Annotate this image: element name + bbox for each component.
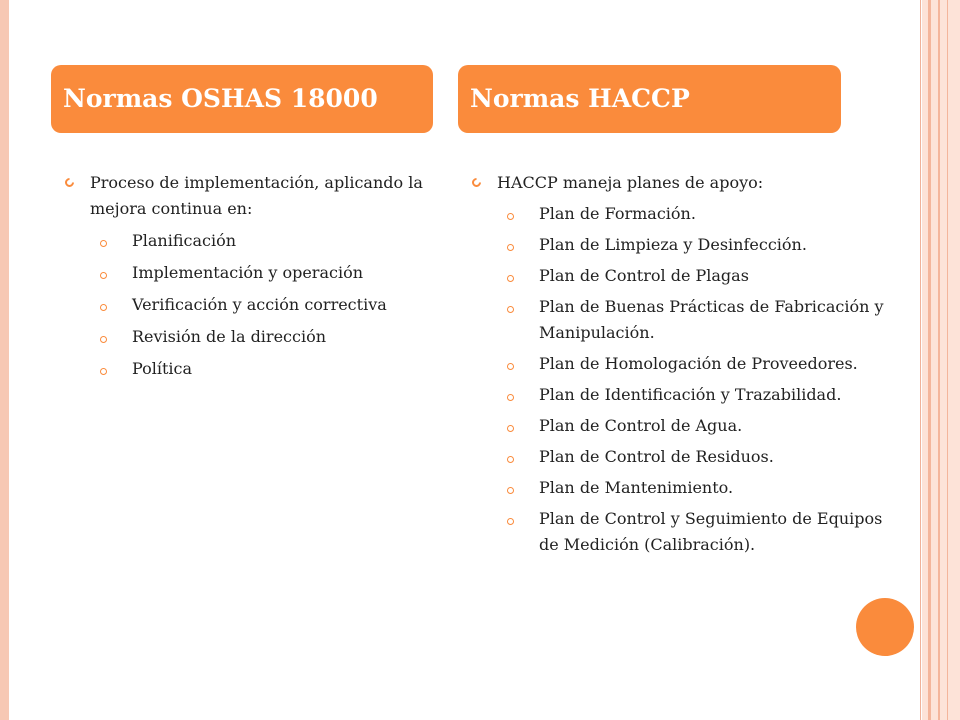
haccp-sublist-item xyxy=(497,232,897,258)
header-oshas: Normas OSHAS 18000 xyxy=(51,65,433,133)
haccp-sublist-item xyxy=(497,201,897,227)
haccp-sublist-item-text: Plan de Buenas Prácticas de Fabricación y Manipulación. xyxy=(539,297,884,342)
haccp-sublist-item-text: Plan de Control de Residuos. xyxy=(539,447,774,466)
frame-stripe xyxy=(928,0,931,720)
haccp-sublist-item xyxy=(497,294,897,346)
haccp-sublist-item-text: Plan de Control de Agua. xyxy=(539,416,743,435)
slide-frame-right xyxy=(922,0,960,720)
circle-bullet-icon xyxy=(507,394,514,401)
haccp-column xyxy=(497,170,897,558)
frame-stripe xyxy=(947,0,948,720)
circle-bullet-icon xyxy=(507,363,514,370)
haccp-sublist-item-text: Plan de Formación. xyxy=(539,204,696,223)
oshas-sublist-item xyxy=(90,260,435,286)
oshas-sublist-item xyxy=(90,356,435,382)
oshas-sublist-item-text: Implementación y operación xyxy=(132,263,364,282)
oshas-sublist-item xyxy=(90,324,435,350)
circle-bullet-icon xyxy=(100,272,107,279)
haccp-sublist-item xyxy=(497,413,897,439)
circle-bullet-icon xyxy=(100,336,107,343)
haccp-intro-item xyxy=(497,170,897,196)
circle-bullet-icon xyxy=(100,304,107,311)
circle-bullet-icon xyxy=(507,306,514,313)
oshas-intro-item xyxy=(90,170,435,222)
frame-stripe xyxy=(938,0,940,720)
circle-bullet-icon xyxy=(507,275,514,282)
haccp-sublist-item-text: Plan de Identificación y Trazabilidad. xyxy=(539,385,842,404)
circle-bullet-icon xyxy=(507,425,514,432)
circle-bullet-icon xyxy=(507,518,514,525)
haccp-sublist xyxy=(497,201,897,558)
circle-bullet-icon xyxy=(100,240,107,247)
oshas-sublist-item-text: Verificación y acción correctiva xyxy=(132,295,387,314)
haccp-sublist-item-text: Plan de Homologación de Proveedores. xyxy=(539,354,858,373)
haccp-sublist-item xyxy=(497,263,897,289)
oshas-sublist-item-text: Política xyxy=(132,359,193,378)
circle-bullet-icon xyxy=(507,487,514,494)
circle-bullet-icon xyxy=(507,213,514,220)
oshas-sublist-item-text: Revisión de la dirección xyxy=(132,327,327,346)
circle-bullet-icon xyxy=(507,456,514,463)
oshas-column xyxy=(90,170,435,382)
haccp-sublist-item-text: Plan de Mantenimiento. xyxy=(539,478,734,497)
oshas-sublist-item-text: Planificación xyxy=(132,231,237,250)
header-haccp: Normas HACCP xyxy=(458,65,841,133)
haccp-sublist-item xyxy=(497,444,897,470)
circle-bullet-icon xyxy=(507,244,514,251)
circle-bullet-icon xyxy=(100,368,107,375)
haccp-sublist-item-text: Plan de Control de Plagas xyxy=(539,266,749,285)
haccp-sublist-item xyxy=(497,506,897,558)
haccp-sublist-item-text: Plan de Limpieza y Desinfección. xyxy=(539,235,807,254)
haccp-sublist-item xyxy=(497,475,897,501)
haccp-intro-text: HACCP maneja planes de apoyo: xyxy=(497,173,764,192)
oshas-intro-text: Proceso de implementación, aplicando la mejora continua en: xyxy=(90,173,423,218)
haccp-sublist-item xyxy=(497,351,897,377)
oshas-sublist-item xyxy=(90,292,435,318)
decorative-circle xyxy=(856,598,914,656)
haccp-sublist-item xyxy=(497,382,897,408)
oshas-sublist xyxy=(90,228,435,382)
oshas-sublist-item xyxy=(90,228,435,254)
haccp-sublist-item-text: Plan de Control y Seguimiento de Equipos de Medición (Calibración). xyxy=(539,509,883,554)
